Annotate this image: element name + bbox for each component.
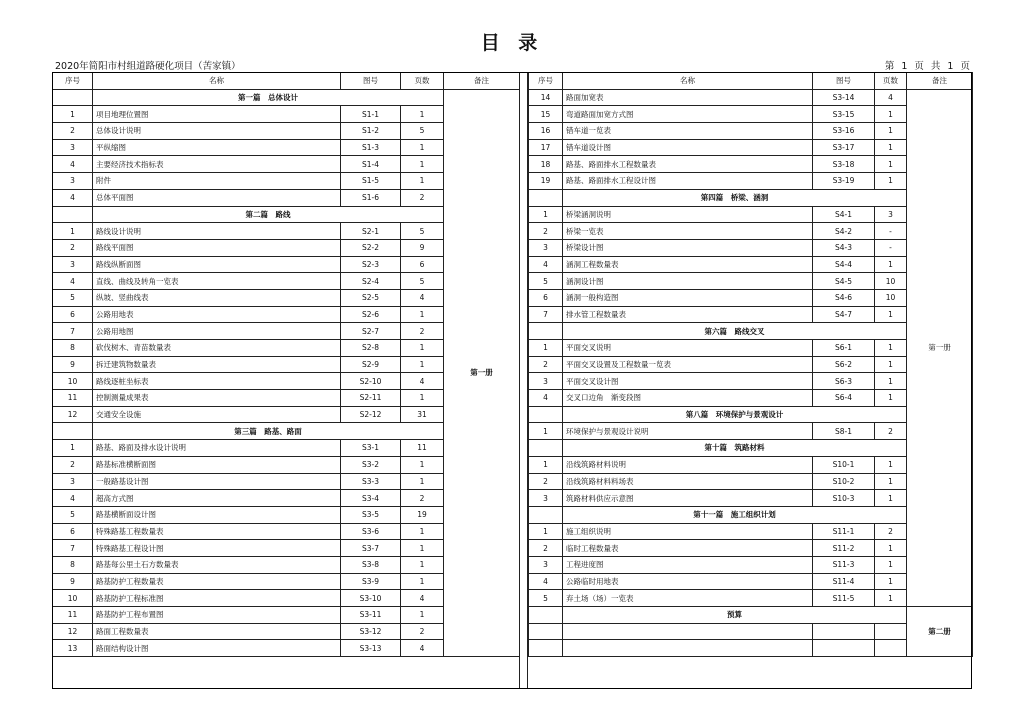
page-count: 11	[401, 440, 444, 457]
page-info: 第 1 页 共 1 页	[884, 61, 972, 72]
drawing-code: S3-16	[813, 123, 875, 140]
project-name: 2020年简阳市村组道路硬化项目（苦家镇）	[55, 61, 241, 72]
row-number: 1	[529, 206, 563, 223]
page-count: 1	[875, 106, 907, 123]
drawing-code: S1-2	[341, 123, 401, 140]
drawing-code: S2-2	[341, 239, 401, 256]
row-number: 3	[529, 239, 563, 256]
drawing-code: S3-4	[341, 490, 401, 507]
drawing-name: 路基防护工程数量表	[93, 573, 341, 590]
drawing-name: 路基防护工程标准图	[93, 590, 341, 607]
row-number: 1	[53, 223, 93, 240]
page-count: 1	[875, 556, 907, 573]
section-title: 第六篇 路线交叉	[563, 323, 907, 340]
drawing-code: S3-19	[813, 173, 875, 190]
remark-cell: 第二册	[907, 607, 973, 657]
drawing-code: S2-5	[341, 289, 401, 306]
page-count: 19	[401, 506, 444, 523]
drawing-code: S10-3	[813, 490, 875, 507]
drawing-code: S4-5	[813, 273, 875, 290]
drawing-name: 路基每公里土石方数量表	[93, 556, 341, 573]
row-number: 14	[529, 89, 563, 106]
row-number: 1	[53, 440, 93, 457]
drawing-code: S6-4	[813, 390, 875, 407]
page-count: 1	[875, 490, 907, 507]
drawing-code: S6-1	[813, 340, 875, 357]
drawing-name: 错车道一览表	[563, 123, 813, 140]
page-count: 10	[875, 289, 907, 306]
drawing-name: 临时工程数量表	[563, 540, 813, 557]
row-number: 3	[53, 139, 93, 156]
page-count: 1	[875, 123, 907, 140]
drawing-code: S8-1	[813, 423, 875, 440]
page-count: 5	[401, 273, 444, 290]
drawing-name: 平纵缩图	[93, 139, 341, 156]
page-count: -	[875, 223, 907, 240]
drawing-code: S11-4	[813, 573, 875, 590]
drawing-name: 路线纵断面图	[93, 256, 341, 273]
page-count: 1	[401, 523, 444, 540]
drawing-code: S2-10	[341, 373, 401, 390]
drawing-name: 路基、路面排水工程数量表	[563, 156, 813, 173]
page-count: 1	[401, 456, 444, 473]
row-number: 11	[53, 390, 93, 407]
drawing-code: S4-7	[813, 306, 875, 323]
drawing-name: 直线、曲线及转角一览表	[93, 273, 341, 290]
drawing-name: 纵坡、竖曲线表	[93, 289, 341, 306]
remark-cell: 第一册	[444, 89, 520, 656]
page-count: 2	[401, 323, 444, 340]
drawing-code: S2-12	[341, 406, 401, 423]
drawing-code: S1-3	[341, 139, 401, 156]
row-number: 2	[529, 223, 563, 240]
drawing-code: S11-1	[813, 523, 875, 540]
header-name: 名称	[93, 73, 341, 90]
page-count: 1	[875, 139, 907, 156]
drawing-name: 路线逐桩坐标表	[93, 373, 341, 390]
drawing-code: S3-9	[341, 573, 401, 590]
drawing-code: S3-12	[341, 623, 401, 640]
drawing-name: 筑路材料供应示意图	[563, 490, 813, 507]
row-number: 4	[53, 490, 93, 507]
drawing-name: 超高方式图	[93, 490, 341, 507]
drawing-name: 路基防护工程布置图	[93, 607, 341, 624]
section-title: 第一篇 总体设计	[93, 89, 444, 106]
page-count: 2	[401, 623, 444, 640]
row-number: 1	[53, 106, 93, 123]
drawing-code: S10-1	[813, 456, 875, 473]
row-number: 2	[529, 540, 563, 557]
drawing-code: S4-3	[813, 239, 875, 256]
page-count: 2	[875, 523, 907, 540]
row-number: 9	[53, 356, 93, 373]
drawing-code: S3-11	[341, 607, 401, 624]
row-number: 10	[53, 590, 93, 607]
drawing-code: S2-3	[341, 256, 401, 273]
row-number: 3	[529, 373, 563, 390]
page-count: 4	[401, 289, 444, 306]
row-number: 4	[53, 156, 93, 173]
drawing-name: 排水管工程数量表	[563, 306, 813, 323]
drawing-code: S11-2	[813, 540, 875, 557]
drawing-code: S3-7	[341, 540, 401, 557]
page-count: 1	[875, 256, 907, 273]
drawing-name: 主要经济技术指标表	[93, 156, 341, 173]
page-count: 2	[401, 189, 444, 206]
section-title: 第十篇 筑路材料	[563, 440, 907, 457]
page-count: 1	[401, 139, 444, 156]
drawing-code: S3-13	[341, 640, 401, 657]
drawing-name: 弯道路面加宽方式图	[563, 106, 813, 123]
page-count: 1	[401, 306, 444, 323]
drawing-name: 路基标准横断面图	[93, 456, 341, 473]
drawing-name: 路基横断面设计图	[93, 506, 341, 523]
row-number: 4	[529, 573, 563, 590]
drawing-code: S2-7	[341, 323, 401, 340]
page-count: 5	[401, 223, 444, 240]
drawing-name: 沿线筑路材料料场表	[563, 473, 813, 490]
row-number: 7	[53, 323, 93, 340]
page-count: 1	[401, 340, 444, 357]
drawing-name: 特殊路基工程数量表	[93, 523, 341, 540]
row-number: 4	[529, 256, 563, 273]
row-number: 2	[53, 123, 93, 140]
row-number: 5	[53, 506, 93, 523]
drawing-code: S6-2	[813, 356, 875, 373]
page-count: 1	[875, 473, 907, 490]
header-remark: 备注	[907, 73, 973, 90]
drawing-name: 控制测量成果表	[93, 390, 341, 407]
page-count: 1	[401, 173, 444, 190]
drawing-name: 涵洞一般构造图	[563, 289, 813, 306]
row-number: 1	[529, 456, 563, 473]
drawing-code: S3-18	[813, 156, 875, 173]
page-title: 目 录	[480, 32, 544, 54]
page-count: 1	[875, 590, 907, 607]
row-number: 1	[529, 423, 563, 440]
drawing-code: S6-3	[813, 373, 875, 390]
drawing-name: 路面工程数量表	[93, 623, 341, 640]
drawing-name: 路面加宽表	[563, 89, 813, 106]
page-count: 1	[875, 373, 907, 390]
row-number: 10	[53, 373, 93, 390]
page-count: 1	[401, 556, 444, 573]
page-count: 1	[875, 156, 907, 173]
row-number: 7	[53, 540, 93, 557]
drawing-name: 特殊路基工程设计图	[93, 540, 341, 557]
section-title: 第三篇 路基、路面	[93, 423, 444, 440]
page-count: 1	[401, 390, 444, 407]
drawing-name: 公路用地图	[93, 323, 341, 340]
row-number: 6	[529, 289, 563, 306]
drawing-code: S2-11	[341, 390, 401, 407]
drawing-code: S2-8	[341, 340, 401, 357]
drawing-code: S3-6	[341, 523, 401, 540]
row-number: 8	[53, 340, 93, 357]
page-count: 10	[875, 273, 907, 290]
drawing-code: S3-3	[341, 473, 401, 490]
row-number: 4	[53, 189, 93, 206]
row-number: 2	[529, 473, 563, 490]
page-count: 1	[401, 607, 444, 624]
page-count: 1	[401, 106, 444, 123]
drawing-name: 路基、路面排水工程设计图	[563, 173, 813, 190]
outer-frame	[52, 72, 972, 689]
drawing-name: 平面交叉设置及工程数量一览表	[563, 356, 813, 373]
page-count: 1	[875, 306, 907, 323]
drawing-code: S4-6	[813, 289, 875, 306]
drawing-name: 错车道设计图	[563, 139, 813, 156]
header-name: 名称	[563, 73, 813, 90]
page-count: 1	[401, 356, 444, 373]
row-number: 3	[53, 173, 93, 190]
drawing-name: 路基、路面及排水设计说明	[93, 440, 341, 457]
drawing-code: S4-4	[813, 256, 875, 273]
page-count: 1	[875, 173, 907, 190]
header-no: 序号	[529, 73, 563, 90]
page-count: 5	[401, 123, 444, 140]
page-count: 1	[875, 390, 907, 407]
drawing-name: 涵洞设计图	[563, 273, 813, 290]
header-code: 图号	[813, 73, 875, 90]
drawing-code: S3-15	[813, 106, 875, 123]
drawing-code: S2-4	[341, 273, 401, 290]
row-number: 12	[53, 406, 93, 423]
section-title: 第八篇 环境保护与景观设计	[563, 406, 907, 423]
drawing-name: 拆迁建筑物数量表	[93, 356, 341, 373]
page-count: 4	[401, 590, 444, 607]
row-number: 5	[529, 590, 563, 607]
drawing-name: 公路用地表	[93, 306, 341, 323]
drawing-code: S2-9	[341, 356, 401, 373]
drawing-name: 环境保护与景观设计说明	[563, 423, 813, 440]
drawing-code: S1-1	[341, 106, 401, 123]
drawing-code: S4-1	[813, 206, 875, 223]
row-number: 18	[529, 156, 563, 173]
drawing-name: 平面交叉设计图	[563, 373, 813, 390]
drawing-name: 路线设计说明	[93, 223, 341, 240]
drawing-code: S3-1	[341, 440, 401, 457]
row-number: 1	[529, 523, 563, 540]
section-title: 预算	[563, 607, 907, 624]
row-number: 2	[53, 456, 93, 473]
drawing-name: 交通安全设施	[93, 406, 341, 423]
header-no: 序号	[53, 73, 93, 90]
page-count: 2	[401, 490, 444, 507]
drawing-name: 附件	[93, 173, 341, 190]
row-number: 5	[53, 289, 93, 306]
drawing-code: S3-2	[341, 456, 401, 473]
drawing-name: 公路临时用地表	[563, 573, 813, 590]
header-remark: 备注	[444, 73, 520, 90]
page-count: 1	[875, 540, 907, 557]
drawing-name: 涵洞工程数量表	[563, 256, 813, 273]
page-count: 4	[401, 640, 444, 657]
section-title: 第十一篇 施工组织计划	[563, 506, 907, 523]
drawing-code: S4-2	[813, 223, 875, 240]
page-count: 2	[875, 423, 907, 440]
page-count: 1	[401, 573, 444, 590]
remark-cell: 第一册	[907, 89, 973, 606]
drawing-name: 桥梁设计图	[563, 239, 813, 256]
row-number: 19	[529, 173, 563, 190]
drawing-name: 总体平面图	[93, 189, 341, 206]
page-count: 9	[401, 239, 444, 256]
drawing-name: 项目地理位置图	[93, 106, 341, 123]
drawing-code: S11-5	[813, 590, 875, 607]
row-number: 8	[53, 556, 93, 573]
row-number: 6	[53, 523, 93, 540]
page-count: 4	[401, 373, 444, 390]
row-number: 5	[529, 273, 563, 290]
section-title: 第二篇 路线	[93, 206, 444, 223]
page-count: 3	[875, 206, 907, 223]
drawing-code: S11-3	[813, 556, 875, 573]
drawing-code: S3-10	[341, 590, 401, 607]
row-number: 13	[53, 640, 93, 657]
row-number: 4	[53, 273, 93, 290]
row-number: 3	[529, 490, 563, 507]
page-count: -	[875, 239, 907, 256]
drawing-code: S3-5	[341, 506, 401, 523]
row-number: 3	[53, 473, 93, 490]
drawing-name: 施工组织说明	[563, 523, 813, 540]
drawing-name: 一般路基设计图	[93, 473, 341, 490]
row-number: 17	[529, 139, 563, 156]
row-number: 9	[53, 573, 93, 590]
drawing-name: 工程进度图	[563, 556, 813, 573]
drawing-name: 路面结构设计图	[93, 640, 341, 657]
page-count: 31	[401, 406, 444, 423]
page-count: 1	[401, 473, 444, 490]
header-code: 图号	[341, 73, 401, 90]
row-number: 2	[529, 356, 563, 373]
drawing-code: S10-2	[813, 473, 875, 490]
section-title: 第四篇 桥梁、涵洞	[563, 189, 907, 206]
header-pages: 页数	[875, 73, 907, 90]
drawing-name: 砍伐树木、青苗数量表	[93, 340, 341, 357]
page-count: 1	[401, 156, 444, 173]
page-count: 1	[875, 573, 907, 590]
drawing-name: 总体设计说明	[93, 123, 341, 140]
page-count: 1	[875, 340, 907, 357]
drawing-code: S2-1	[341, 223, 401, 240]
drawing-name: 路线平面图	[93, 239, 341, 256]
row-number: 16	[529, 123, 563, 140]
row-number: 7	[529, 306, 563, 323]
page-count: 1	[875, 456, 907, 473]
drawing-code: S2-6	[341, 306, 401, 323]
drawing-code: S1-5	[341, 173, 401, 190]
page-count: 6	[401, 256, 444, 273]
drawing-code: S1-6	[341, 189, 401, 206]
drawing-code: S3-14	[813, 89, 875, 106]
drawing-code: S3-17	[813, 139, 875, 156]
drawing-code: S3-8	[341, 556, 401, 573]
row-number: 3	[53, 256, 93, 273]
drawing-name: 桥梁涵洞说明	[563, 206, 813, 223]
row-number: 1	[529, 340, 563, 357]
row-number: 15	[529, 106, 563, 123]
row-number: 4	[529, 390, 563, 407]
header-pages: 页数	[401, 73, 444, 90]
drawing-name: 弃土场（场）一览表	[563, 590, 813, 607]
page-count: 1	[401, 540, 444, 557]
drawing-name: 沿线筑路材料说明	[563, 456, 813, 473]
row-number: 6	[53, 306, 93, 323]
page-count: 4	[875, 89, 907, 106]
drawing-name: 平面交叉说明	[563, 340, 813, 357]
row-number: 12	[53, 623, 93, 640]
drawing-name: 桥梁一览表	[563, 223, 813, 240]
row-number: 3	[529, 556, 563, 573]
page-count: 1	[875, 356, 907, 373]
row-number: 11	[53, 607, 93, 624]
drawing-code: S1-4	[341, 156, 401, 173]
row-number: 2	[53, 239, 93, 256]
drawing-name: 交叉口边角 渐变段图	[563, 390, 813, 407]
